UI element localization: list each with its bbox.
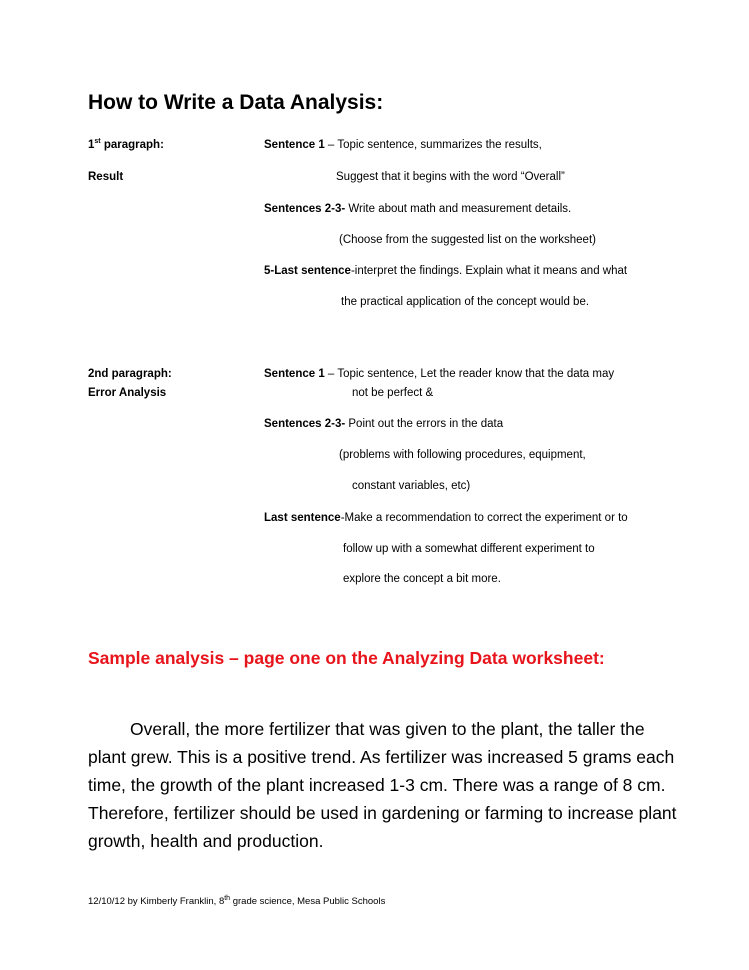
p1-sentence1 — [264, 139, 542, 151]
p1-sublabel: Result — [88, 171, 124, 183]
p1-label — [88, 139, 164, 151]
sample-heading: Sample analysis – page one on the Analyzing Data worksheet: — [88, 648, 605, 668]
footer-post: grade science, Mesa Public Schools — [230, 896, 386, 907]
p2-last-sentence-cont1: follow up with a somewhat different experiment to — [343, 543, 595, 555]
p2-s23-bold: Sentences 2-3- — [264, 418, 346, 430]
p2-last-bold: Last sentence — [264, 512, 341, 524]
p1-s1-text: – Topic sentence, summarizes the results, — [324, 139, 542, 151]
page-title: How to Write a Data Analysis: — [88, 91, 384, 114]
p2-s1-bold: Sentence 1 — [264, 368, 325, 380]
p2-s1-text: – Topic sentence, Let the reader know that the data may — [324, 368, 615, 380]
p2-last-sentence — [264, 512, 628, 524]
p2-sentences23 — [264, 418, 503, 430]
p1-last-sentence — [264, 265, 627, 277]
p2-sentences23-cont2: constant variables, etc) — [352, 480, 471, 492]
p1-s23-text: Write about math and measurement details. — [345, 203, 572, 215]
p1-last-bold: 5-Last sentence — [264, 265, 351, 277]
footer-sup: th — [224, 894, 231, 902]
p2-s23-text: Point out the errors in the data — [345, 418, 504, 430]
p1-label-num: 1 — [88, 139, 95, 151]
p2-sentences23-cont1: (problems with following procedures, equipment, — [339, 449, 586, 461]
p1-s1-bold: Sentence 1 — [264, 139, 325, 151]
p2-last-sentence-cont2: explore the concept a bit more. — [343, 573, 501, 585]
p2-label: 2nd paragraph: — [88, 368, 172, 380]
sample-body: Overall, the more fertilizer that was given to the plant, the taller the plant grew. This is a positive trend. As fertilizer was increased 5 grams each time, the growth of the plant increased 1-3 cm. There was a range of 8 cm. Therefore, fertilizer should be used in gardening or farming to increase plant growth, health and production. — [88, 719, 677, 851]
p1-label-sup: st — [94, 138, 101, 146]
p1-sentence1-cont: Suggest that it begins with the word “Overall” — [336, 171, 565, 183]
p2-sentence1 — [264, 368, 614, 380]
p1-sentences23-cont: (Choose from the suggested list on the worksheet) — [339, 234, 596, 246]
footer-pre: 12/10/12 by Kimberly Franklin, 8 — [88, 896, 225, 907]
p1-last-sentence-cont: the practical application of the concept would be. — [341, 296, 590, 308]
p1-label-rest: paragraph: — [100, 139, 164, 151]
p2-sublabel: Error Analysis — [88, 387, 167, 399]
p2-last-text: -Make a recommendation to correct the experiment or to — [340, 512, 628, 524]
p1-s23-bold: Sentences 2-3- — [264, 203, 346, 215]
p1-last-text: -interpret the findings. Explain what it means and what — [350, 265, 628, 277]
footer — [88, 896, 385, 907]
p2-sentence1-cont: not be perfect & — [352, 387, 434, 399]
p1-sentences23 — [264, 203, 571, 215]
